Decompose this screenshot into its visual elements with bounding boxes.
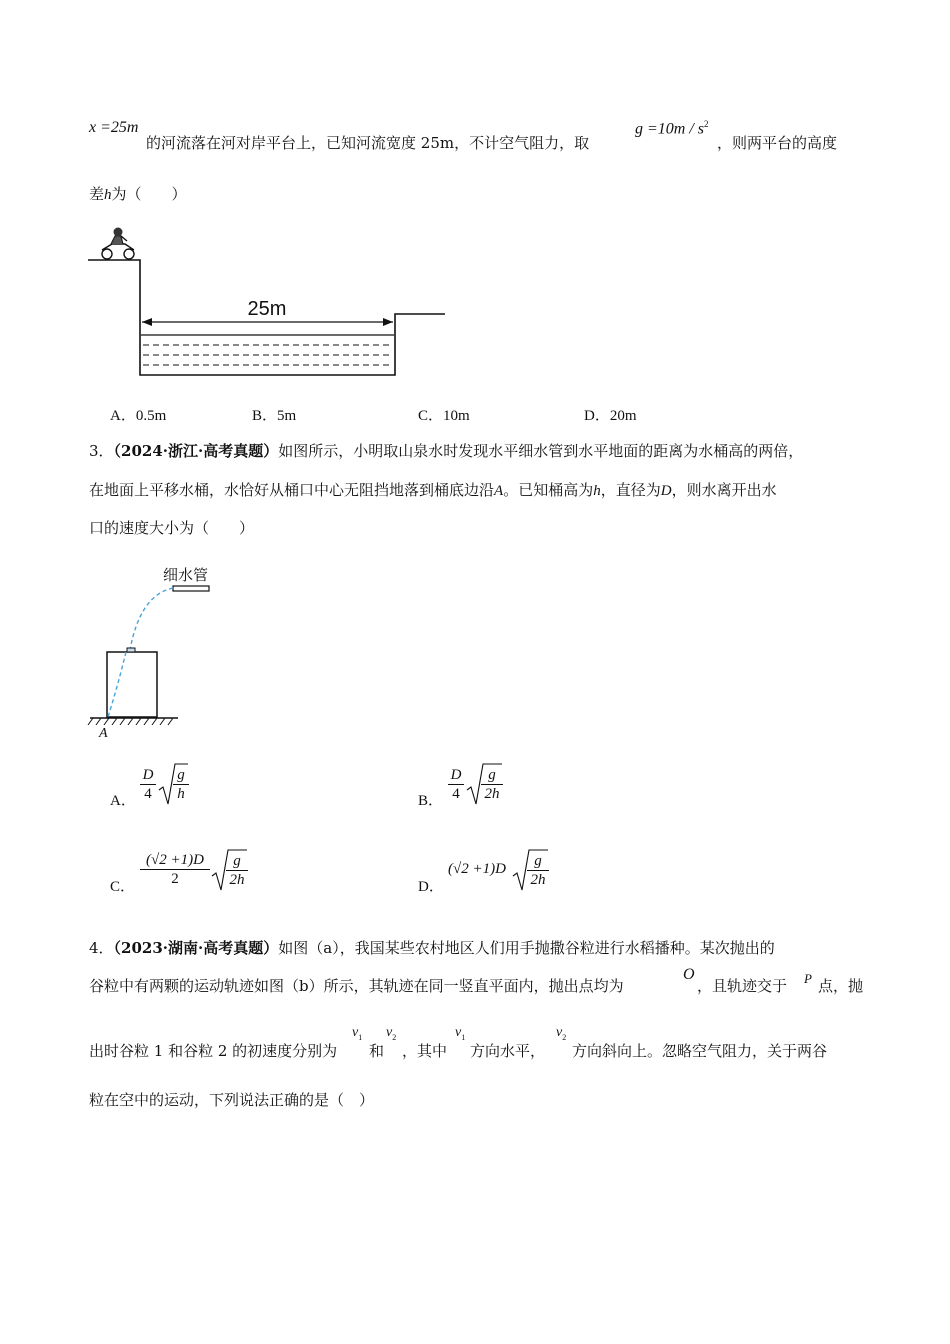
numerator: D	[450, 767, 462, 783]
q4-line3-a: 出时谷粒 1 和谷粒 2 的初速度分别为	[89, 1042, 338, 1060]
q3-line2-b: 。已知桶高为	[503, 481, 594, 499]
root-numerator: g	[534, 853, 542, 869]
arrowhead-right-icon	[383, 318, 393, 326]
q4-line3-b: 和	[369, 1042, 385, 1060]
q3-option-b[interactable]	[418, 758, 548, 808]
option-value: 0.5m	[135, 408, 167, 424]
q2-option-d[interactable]	[584, 404, 637, 425]
A-variable: A	[494, 483, 504, 499]
option-value: 5m	[277, 408, 297, 424]
v2-subscript: 2	[562, 1032, 567, 1042]
q3-option-c[interactable]	[110, 844, 280, 894]
v2-letter: v	[386, 1025, 393, 1040]
question-source: （2024·浙江·高考真题）	[113, 442, 279, 460]
g-expression	[635, 119, 709, 138]
question-source: （2023·湖南·高考真题）	[113, 939, 279, 957]
q4-line2-b: ，且轨迹交于	[697, 977, 788, 995]
question-number: 3．	[89, 442, 114, 460]
v2-letter: v	[556, 1025, 563, 1040]
q2-line2-pre: 差	[89, 185, 105, 203]
q4-line2-a: 谷粒中有两颗的运动轨迹如图（b）所示，其轨迹在同一竖直平面内，抛出点均为	[89, 977, 624, 995]
v1-letter: v	[352, 1025, 359, 1040]
fraction	[448, 766, 464, 803]
numerator: D	[142, 767, 154, 783]
h-variable: h	[104, 187, 112, 203]
fraction	[140, 766, 156, 803]
v2-symbol	[386, 1025, 396, 1042]
option-value: 20m	[609, 408, 637, 424]
option-letter: B．	[418, 793, 444, 809]
q3-option-d[interactable]	[418, 844, 588, 894]
q2-option-c[interactable]	[418, 404, 470, 425]
root-denominator: h	[173, 784, 189, 803]
option-letter: C．	[418, 408, 444, 424]
v1-letter: v	[455, 1025, 462, 1040]
motorcycle-rider-icon	[102, 228, 134, 260]
q2-option-b[interactable]	[252, 404, 296, 425]
v1-subscript: 1	[358, 1032, 363, 1042]
root-numerator: g	[177, 767, 185, 783]
option-letter: A．	[110, 408, 136, 424]
q3-line3: 口的速度大小为（ ）	[89, 519, 255, 537]
v1-symbol-2	[455, 1025, 465, 1042]
g-expr-sup: 2	[704, 119, 709, 129]
bucket-mouth	[127, 648, 135, 652]
q4-line1	[89, 937, 775, 958]
question-number: 4．	[89, 939, 114, 957]
v1-symbol	[352, 1025, 362, 1042]
bucket-figure	[85, 560, 225, 745]
arrowhead-left-icon	[142, 318, 152, 326]
q3-line1	[89, 440, 803, 461]
root-denominator: 2h	[527, 870, 549, 889]
root-denominator: 2h	[481, 784, 503, 803]
root-fraction	[173, 766, 189, 803]
q3-line2-d: ，则水离开出水	[671, 481, 777, 499]
g-expr-text: g =10m / s	[635, 120, 705, 138]
q4-line4: 粒在空中的运动，下列说法正确的是（ ）	[89, 1091, 375, 1109]
denominator: 4	[448, 784, 464, 803]
root-numerator: g	[488, 767, 496, 783]
v2-subscript: 2	[392, 1032, 397, 1042]
river-jump-figure	[85, 222, 450, 382]
point-A-label: A	[99, 726, 108, 741]
coefficient: (√2 +1)D	[448, 861, 506, 877]
q4-line1-text: 如图（a），我国某些农村地区人们用手抛撒谷粒进行水稻播种。某次抛出的	[278, 939, 775, 957]
D-variable: D	[660, 483, 672, 499]
width-label: 25m	[247, 298, 287, 320]
option-letter: D．	[584, 408, 610, 424]
numerator: (√2 +1)D	[146, 852, 204, 868]
O-variable: O	[683, 966, 695, 983]
option-value: 10m	[443, 408, 470, 424]
q4-line3-d: 方向水平，	[470, 1042, 546, 1060]
q3-option-a[interactable]	[110, 758, 230, 808]
option-letter: A．	[110, 793, 136, 809]
root-denominator: 2h	[226, 870, 248, 889]
option-letter: C．	[110, 879, 136, 895]
q2-line2	[89, 183, 187, 204]
root-fraction	[481, 766, 503, 803]
fraction	[140, 851, 210, 888]
water-pipe	[173, 586, 209, 591]
q3-line2-c: ，直径为	[600, 481, 661, 499]
option-letter: D．	[418, 879, 444, 895]
q3-line1-text: 如图所示，小明取山泉水时发现水平细水管到水平地面的距离为水桶高的两倍，	[278, 442, 804, 460]
root-fraction	[527, 852, 549, 889]
q2-line1-end: ，则两平台的高度	[717, 134, 838, 152]
q3-line2-a: 在地面上平移水桶，水恰好从桶口中心无阻挡地落到桶底边沿	[89, 481, 495, 499]
q4-line3-c: ，其中	[402, 1042, 448, 1060]
bucket	[107, 652, 157, 717]
denominator: 2	[140, 869, 210, 888]
ground-hatch	[88, 718, 173, 725]
q4-line3-e: 方向斜向上。忽略空气阻力，关于两谷	[572, 1042, 828, 1060]
q4-line2-c: 点，抛	[818, 977, 864, 995]
option-letter: B．	[252, 408, 278, 424]
h-variable: h	[593, 483, 601, 499]
q2-line1-text: 的河流落在河对岸平台上，已知河流宽度 25m，不计空气阻力，取	[146, 134, 590, 152]
pipe-label: 细水管	[163, 566, 209, 584]
x-expression: x =25m	[89, 119, 139, 136]
P-variable: P	[804, 971, 812, 986]
q3-line2	[89, 479, 777, 500]
v1-subscript: 1	[461, 1032, 466, 1042]
denominator: 4	[140, 784, 156, 803]
v2-symbol-2	[556, 1025, 566, 1042]
q2-option-a[interactable]	[110, 404, 166, 425]
q2-line2-post: 为（ ）	[111, 185, 187, 203]
root-fraction	[226, 852, 248, 889]
root-numerator: g	[233, 853, 241, 869]
